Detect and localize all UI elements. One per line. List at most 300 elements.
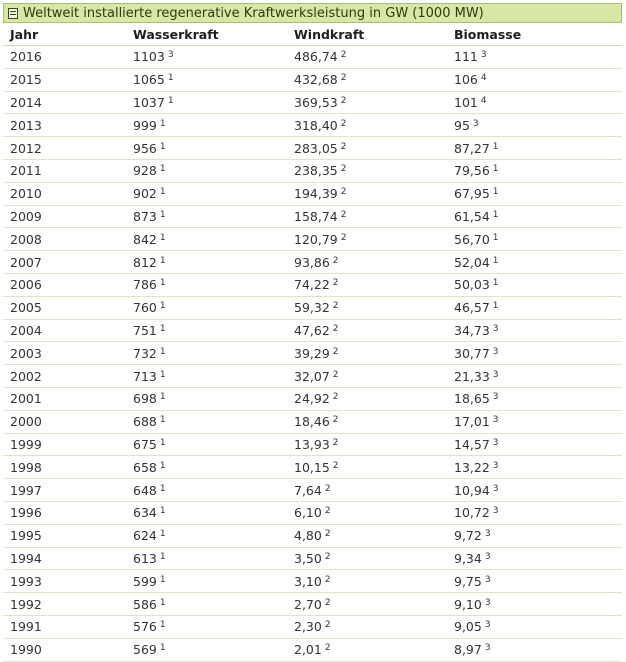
footnote-marker: 1: [159, 460, 166, 471]
cell-biomasse: [447, 410, 622, 433]
cell-biomasse: [447, 501, 622, 524]
cell-wasserkraft: [126, 137, 287, 160]
footnote-marker: 2: [324, 643, 331, 654]
cell-windkraft: [287, 570, 447, 593]
footnote-marker: 1: [159, 369, 166, 380]
table-row: [3, 159, 622, 182]
footnote-marker: 2: [332, 278, 339, 289]
footnote-marker: 1: [492, 255, 499, 266]
table-row: [3, 547, 622, 570]
footnote-marker: 1: [167, 73, 174, 84]
cell-wasserkraft-value: 751: [133, 322, 157, 338]
cell-windkraft-value: 3,10: [294, 573, 322, 589]
cell-wasserkraft: [126, 91, 287, 114]
cell-windkraft-value: 6,10: [294, 505, 322, 521]
footnote-marker: 1: [159, 209, 166, 220]
cell-biomasse-value: 30,77: [454, 345, 490, 361]
cell-windkraft-value: 74,22: [294, 277, 330, 293]
footnote-marker: 1: [159, 141, 166, 152]
footnote-marker: 1: [492, 187, 499, 198]
cell-jahr-value: 2002: [10, 368, 42, 384]
cell-wasserkraft-value: 698: [133, 391, 157, 407]
cell-biomasse-value: 10,94: [454, 482, 490, 498]
footnote-marker: 2: [324, 597, 331, 608]
footnote-marker: 1: [159, 483, 166, 494]
footnote-marker: 1: [159, 278, 166, 289]
footnote-marker: 2: [340, 73, 347, 84]
cell-jahr-value: 2010: [10, 186, 42, 202]
footnote-marker: 1: [492, 278, 499, 289]
cell-biomasse-value: 9,72: [454, 528, 482, 544]
cell-jahr: [3, 570, 126, 593]
cell-biomasse-value: 61,54: [454, 208, 490, 224]
footnote-marker: 1: [159, 574, 166, 585]
cell-jahr-value: 2013: [10, 117, 42, 133]
footnote-marker: 2: [340, 187, 347, 198]
cell-jahr: [3, 456, 126, 479]
cell-biomasse: [447, 228, 622, 251]
cell-windkraft-value: 10,15: [294, 459, 330, 475]
cell-biomasse: [447, 182, 622, 205]
cell-biomasse: [447, 114, 622, 137]
cell-biomasse-value: 52,04: [454, 254, 490, 270]
cell-jahr-value: 1993: [10, 573, 42, 589]
cell-biomasse: [447, 387, 622, 410]
cell-wasserkraft: [126, 228, 287, 251]
column-header-biomasse: Biomasse: [447, 23, 622, 46]
cell-windkraft-value: 32,07: [294, 368, 330, 384]
cell-jahr: [3, 593, 126, 616]
footnote-marker: 2: [332, 323, 339, 334]
table-row: [3, 593, 622, 616]
footnote-marker: 2: [324, 574, 331, 585]
cell-wasserkraft: [126, 410, 287, 433]
footnote-marker: 3: [492, 437, 499, 448]
cell-wasserkraft-value: 956: [133, 140, 157, 156]
table-body: [3, 46, 622, 662]
cell-biomasse: [447, 319, 622, 342]
cell-jahr-value: 2015: [10, 72, 42, 88]
cell-windkraft-value: 283,05: [294, 140, 338, 156]
footnote-marker: 3: [472, 118, 479, 129]
cell-wasserkraft-value: 599: [133, 573, 157, 589]
cell-windkraft-value: 318,40: [294, 117, 338, 133]
cell-windkraft-value: 47,62: [294, 322, 330, 338]
cell-biomasse-value: 9,10: [454, 596, 482, 612]
footnote-marker: 2: [332, 301, 339, 312]
footnote-marker: 3: [492, 483, 499, 494]
cell-biomasse: [447, 365, 622, 388]
table-header-row: [3, 23, 622, 46]
cell-wasserkraft: [126, 570, 287, 593]
footnote-marker: 1: [492, 209, 499, 220]
cell-wasserkraft-value: 713: [133, 368, 157, 384]
cell-biomasse: [447, 524, 622, 547]
cell-windkraft-value: 194,39: [294, 186, 338, 202]
cell-wasserkraft: [126, 319, 287, 342]
footnote-marker: 2: [324, 620, 331, 631]
footnote-marker: 1: [159, 551, 166, 562]
cell-wasserkraft-value: 873: [133, 208, 157, 224]
cell-wasserkraft: [126, 615, 287, 638]
footnote-marker: 1: [159, 643, 166, 654]
cell-windkraft: [287, 593, 447, 616]
footnote-marker: 3: [480, 50, 487, 61]
cell-wasserkraft-value: 1037: [133, 94, 165, 110]
footnote-marker: 1: [159, 187, 166, 198]
footnote-marker: 1: [167, 95, 174, 106]
footnote-marker: 2: [340, 232, 347, 243]
footnote-marker: 1: [159, 346, 166, 357]
cell-wasserkraft: [126, 182, 287, 205]
cell-jahr-value: 2001: [10, 391, 42, 407]
cell-windkraft-value: 39,29: [294, 345, 330, 361]
cell-windkraft: [287, 342, 447, 365]
footnote-marker: 2: [324, 506, 331, 517]
cell-jahr-value: 2016: [10, 49, 42, 65]
cell-wasserkraft-value: 812: [133, 254, 157, 270]
cell-wasserkraft-value: 624: [133, 528, 157, 544]
footnote-marker: 3: [492, 369, 499, 380]
cell-windkraft: [287, 296, 447, 319]
cell-wasserkraft: [126, 479, 287, 502]
cell-biomasse: [447, 615, 622, 638]
cell-wasserkraft: [126, 547, 287, 570]
table-row: [3, 46, 622, 69]
cell-windkraft-value: 24,92: [294, 391, 330, 407]
footnote-marker: 1: [492, 232, 499, 243]
cell-wasserkraft-value: 613: [133, 550, 157, 566]
cell-windkraft: [287, 524, 447, 547]
footnote-marker: 1: [159, 597, 166, 608]
cell-windkraft: [287, 46, 447, 69]
cell-wasserkraft-value: 576: [133, 619, 157, 635]
cell-jahr: [3, 251, 126, 274]
footnote-marker: 1: [159, 437, 166, 448]
cell-windkraft: [287, 638, 447, 661]
cell-biomasse: [447, 159, 622, 182]
footnote-marker: 1: [492, 141, 499, 152]
cell-biomasse-value: 95: [454, 117, 470, 133]
footnote-marker: 1: [159, 415, 166, 426]
cell-jahr: [3, 273, 126, 296]
footnote-marker: 1: [159, 118, 166, 129]
cell-wasserkraft: [126, 433, 287, 456]
footnote-marker: 3: [484, 597, 491, 608]
cell-windkraft-value: 7,64: [294, 482, 322, 498]
footnote-marker: 1: [159, 164, 166, 175]
footnote-marker: 3: [492, 415, 499, 426]
cell-wasserkraft: [126, 456, 287, 479]
cell-windkraft: [287, 228, 447, 251]
cell-windkraft-value: 238,35: [294, 163, 338, 179]
cell-windkraft: [287, 205, 447, 228]
cell-biomasse-value: 21,33: [454, 368, 490, 384]
table-row: [3, 410, 622, 433]
cell-biomasse: [447, 456, 622, 479]
cell-jahr-value: 1990: [10, 642, 42, 658]
cell-biomasse-value: 18,65: [454, 391, 490, 407]
cell-wasserkraft-value: 842: [133, 231, 157, 247]
cell-jahr-value: 1995: [10, 528, 42, 544]
cell-jahr: [3, 319, 126, 342]
cell-biomasse: [447, 593, 622, 616]
cell-biomasse-value: 87,27: [454, 140, 490, 156]
cell-jahr: [3, 228, 126, 251]
cell-wasserkraft: [126, 387, 287, 410]
cell-wasserkraft-value: 569: [133, 642, 157, 658]
cell-windkraft-value: 2,01: [294, 642, 322, 658]
cell-wasserkraft-value: 586: [133, 596, 157, 612]
cell-biomasse: [447, 137, 622, 160]
cell-jahr: [3, 205, 126, 228]
footnote-marker: 2: [332, 346, 339, 357]
cell-jahr-value: 1996: [10, 505, 42, 521]
footnote-marker: 2: [324, 483, 331, 494]
cell-jahr: [3, 433, 126, 456]
cell-biomasse-value: 13,22: [454, 459, 490, 475]
cell-wasserkraft: [126, 524, 287, 547]
cell-windkraft: [287, 501, 447, 524]
cell-biomasse-value: 9,05: [454, 619, 482, 635]
footnote-marker: 2: [340, 209, 347, 220]
cell-wasserkraft: [126, 296, 287, 319]
cell-biomasse-value: 14,57: [454, 436, 490, 452]
cell-jahr: [3, 410, 126, 433]
footnote-marker: 1: [159, 506, 166, 517]
footnote-marker: 2: [332, 460, 339, 471]
cell-windkraft: [287, 387, 447, 410]
table-row: [3, 91, 622, 114]
table-row: [3, 273, 622, 296]
footnote-marker: 2: [324, 529, 331, 540]
cell-biomasse: [447, 68, 622, 91]
footnote-marker: 1: [159, 323, 166, 334]
cell-wasserkraft: [126, 159, 287, 182]
cell-biomasse-value: 101: [454, 94, 478, 110]
cell-biomasse: [447, 638, 622, 661]
table-row: [3, 114, 622, 137]
footnote-marker: 3: [492, 392, 499, 403]
cell-biomasse: [447, 273, 622, 296]
cell-windkraft: [287, 273, 447, 296]
cell-biomasse: [447, 251, 622, 274]
cell-biomasse-value: 46,57: [454, 300, 490, 316]
cell-windkraft-value: 59,32: [294, 300, 330, 316]
cell-wasserkraft: [126, 68, 287, 91]
table-row: [3, 615, 622, 638]
cell-windkraft: [287, 319, 447, 342]
table-row: [3, 319, 622, 342]
cell-jahr: [3, 68, 126, 91]
cell-windkraft: [287, 433, 447, 456]
footnote-marker: 2: [340, 164, 347, 175]
footnote-marker: 1: [159, 301, 166, 312]
cell-wasserkraft-value: 1065: [133, 72, 165, 88]
cell-biomasse-value: 50,03: [454, 277, 490, 293]
cell-wasserkraft-value: 786: [133, 277, 157, 293]
cell-jahr-value: 1999: [10, 436, 42, 452]
cell-jahr: [3, 296, 126, 319]
cell-jahr: [3, 387, 126, 410]
cell-jahr-value: 2003: [10, 345, 42, 361]
cell-jahr: [3, 91, 126, 114]
cell-biomasse: [447, 479, 622, 502]
footnote-marker: 3: [484, 643, 491, 654]
cell-biomasse-value: 67,95: [454, 186, 490, 202]
cell-wasserkraft-value: 675: [133, 436, 157, 452]
footnote-marker: 2: [340, 50, 347, 61]
cell-biomasse-value: 106: [454, 72, 478, 88]
cell-jahr: [3, 547, 126, 570]
cell-windkraft-value: 2,70: [294, 596, 322, 612]
cell-wasserkraft-value: 760: [133, 300, 157, 316]
cell-windkraft: [287, 479, 447, 502]
footnote-marker: 3: [484, 620, 491, 631]
cell-wasserkraft-value: 648: [133, 482, 157, 498]
cell-wasserkraft: [126, 638, 287, 661]
footnote-marker: 4: [480, 95, 487, 106]
cell-windkraft-value: 3,50: [294, 550, 322, 566]
table-row: [3, 570, 622, 593]
table-row: [3, 387, 622, 410]
cell-jahr-value: 2007: [10, 254, 42, 270]
footnote-marker: 3: [484, 574, 491, 585]
capacity-table-panel: [3, 3, 622, 662]
cell-jahr: [3, 137, 126, 160]
capacity-table: [3, 23, 622, 662]
cell-biomasse-value: 8,97: [454, 642, 482, 658]
table-row: [3, 638, 622, 661]
footnote-marker: 2: [340, 118, 347, 129]
cell-jahr-value: 2008: [10, 231, 42, 247]
cell-wasserkraft: [126, 205, 287, 228]
cell-windkraft-value: 120,79: [294, 231, 338, 247]
cell-jahr-value: 2005: [10, 300, 42, 316]
footnote-marker: 3: [492, 506, 499, 517]
cell-jahr-value: 2012: [10, 140, 42, 156]
cell-jahr-value: 2011: [10, 163, 42, 179]
cell-windkraft: [287, 547, 447, 570]
footnote-marker: 1: [492, 164, 499, 175]
cell-biomasse: [447, 342, 622, 365]
cell-windkraft-value: 18,46: [294, 414, 330, 430]
footnote-marker: 2: [332, 437, 339, 448]
table-row: [3, 433, 622, 456]
cell-wasserkraft: [126, 46, 287, 69]
cell-windkraft: [287, 91, 447, 114]
cell-biomasse-value: 56,70: [454, 231, 490, 247]
cell-jahr: [3, 615, 126, 638]
cell-wasserkraft: [126, 251, 287, 274]
cell-jahr-value: 1991: [10, 619, 42, 635]
cell-biomasse-value: 9,75: [454, 573, 482, 589]
table-row: [3, 479, 622, 502]
column-header-jahr: Jahr: [3, 23, 126, 46]
cell-windkraft-value: 369,53: [294, 94, 338, 110]
cell-wasserkraft-value: 902: [133, 186, 157, 202]
footnote-marker: 3: [167, 50, 174, 61]
footnote-marker: 2: [332, 392, 339, 403]
cell-wasserkraft-value: 732: [133, 345, 157, 361]
column-header-windkraft: Windkraft: [287, 23, 447, 46]
cell-biomasse: [447, 547, 622, 570]
cell-wasserkraft-value: 658: [133, 459, 157, 475]
table-row: [3, 524, 622, 547]
cell-biomasse: [447, 205, 622, 228]
table-icon: [8, 8, 18, 19]
cell-jahr-value: 1992: [10, 596, 42, 612]
cell-biomasse-value: 10,72: [454, 505, 490, 521]
table-row: [3, 68, 622, 91]
table-row: [3, 456, 622, 479]
cell-jahr-value: 2004: [10, 322, 42, 338]
cell-jahr: [3, 114, 126, 137]
table-row: [3, 228, 622, 251]
footnote-marker: 3: [492, 323, 499, 334]
cell-biomasse-value: 111: [454, 49, 478, 65]
cell-biomasse: [447, 91, 622, 114]
table-title: Weltweit installierte regenerative Kraftwerksleistung in GW (1000 MW): [23, 5, 484, 21]
cell-windkraft: [287, 159, 447, 182]
cell-windkraft: [287, 410, 447, 433]
cell-biomasse: [447, 433, 622, 456]
cell-biomasse-value: 17,01: [454, 414, 490, 430]
footnote-marker: 2: [340, 141, 347, 152]
table-row: [3, 205, 622, 228]
cell-jahr-value: 2000: [10, 414, 42, 430]
footnote-marker: 2: [332, 255, 339, 266]
cell-jahr-value: 2014: [10, 94, 42, 110]
table-row: [3, 251, 622, 274]
footnote-marker: 2: [332, 415, 339, 426]
cell-wasserkraft: [126, 114, 287, 137]
cell-wasserkraft-value: 688: [133, 414, 157, 430]
cell-wasserkraft: [126, 273, 287, 296]
table-caption: [3, 3, 622, 23]
cell-jahr: [3, 46, 126, 69]
table-row: [3, 342, 622, 365]
footnote-marker: 1: [159, 529, 166, 540]
cell-biomasse: [447, 296, 622, 319]
table-row: [3, 296, 622, 319]
cell-jahr-value: 1997: [10, 482, 42, 498]
cell-wasserkraft: [126, 342, 287, 365]
cell-jahr: [3, 501, 126, 524]
cell-windkraft: [287, 137, 447, 160]
cell-biomasse: [447, 570, 622, 593]
cell-windkraft: [287, 182, 447, 205]
table-row: [3, 365, 622, 388]
cell-windkraft: [287, 114, 447, 137]
cell-jahr: [3, 638, 126, 661]
cell-windkraft-value: 4,80: [294, 528, 322, 544]
footnote-marker: 1: [159, 255, 166, 266]
footnote-marker: 1: [492, 301, 499, 312]
footnote-marker: 1: [159, 232, 166, 243]
footnote-marker: 4: [480, 73, 487, 84]
column-header-wasserkraft: Wasserkraft: [126, 23, 287, 46]
footnote-marker: 3: [484, 529, 491, 540]
cell-windkraft: [287, 365, 447, 388]
cell-wasserkraft-value: 928: [133, 163, 157, 179]
footnote-marker: 3: [484, 551, 491, 562]
cell-jahr: [3, 342, 126, 365]
cell-jahr: [3, 479, 126, 502]
cell-jahr: [3, 365, 126, 388]
cell-windkraft-value: 432,68: [294, 72, 338, 88]
cell-biomasse-value: 9,34: [454, 550, 482, 566]
